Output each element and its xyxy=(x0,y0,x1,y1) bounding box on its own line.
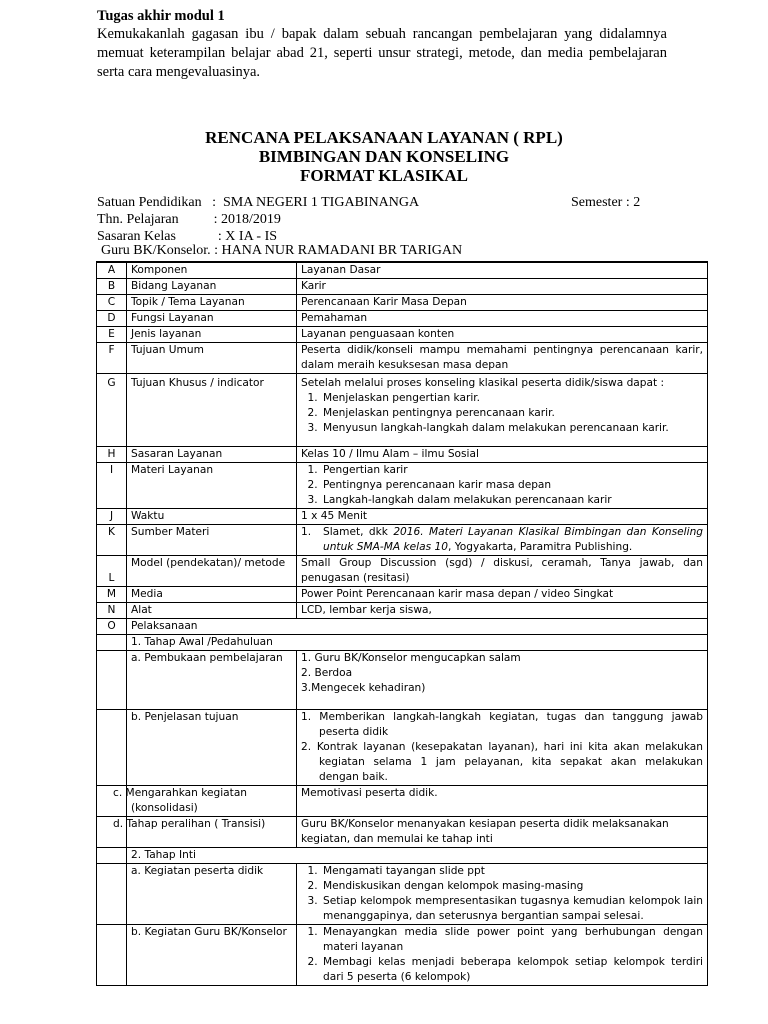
row-value: LCD, lembar kerja siswa, xyxy=(297,603,708,619)
row-letter: N xyxy=(97,603,127,619)
table-row xyxy=(97,619,708,635)
row-letter: K xyxy=(97,525,127,556)
student-activity-list xyxy=(301,864,703,924)
source-author: Slamet, dkk xyxy=(323,526,394,538)
row-letter: A xyxy=(97,262,127,279)
list-item: 2. Pentingnya perencanaan karir masa depan xyxy=(321,478,703,493)
table-row xyxy=(97,864,708,925)
stage-step-label: a. Kegiatan peserta didik xyxy=(127,864,297,925)
row-label: Waktu xyxy=(127,509,297,525)
table-row xyxy=(97,556,708,587)
row-label: Sumber Materi xyxy=(127,525,297,556)
row-value: Pemahaman xyxy=(297,311,708,327)
list-item: 2. Membagi kelas menjadi beberapa kelompok setiap kelompok terdiri dari 5 peserta (6 kelompok) xyxy=(321,955,703,985)
row-letter: L xyxy=(97,556,127,587)
row-value: Kelas 10 / Ilmu Alam – ilmu Sosial xyxy=(297,447,708,463)
row-label: Bidang Layanan xyxy=(127,279,297,295)
row-letter: B xyxy=(97,279,127,295)
row-letter: J xyxy=(97,509,127,525)
row-value: Small Group Discussion (sgd) / diskusi, ceramah, Tanya jawab, dan penugasan (resitasi) xyxy=(297,556,708,587)
table-row xyxy=(97,343,708,374)
row-letter: D xyxy=(97,311,127,327)
source-publisher: , Yogyakarta, Paramitra Publishing. xyxy=(447,541,633,553)
row-value: Karir xyxy=(297,279,708,295)
list-item: 2. Menjelaskan pentingnya perencanaan karir. xyxy=(321,406,703,421)
list-item: 3. Menyusun langkah-langkah dalam melakukan perencanaan karir. xyxy=(321,421,703,436)
list-item: 2. Kontrak layanan (kesepakatan layanan), hari ini kita akan melakukan kegiatan selama 1 jam pelayanan, kita sepakat akan melakukan dengan baik. xyxy=(301,741,703,783)
list-item: 1. Pengertian karir xyxy=(321,463,703,478)
rpl-table xyxy=(96,261,708,986)
table-row xyxy=(97,447,708,463)
row-label: Jenis layanan xyxy=(127,327,297,343)
row-value: Power Point Perencanaan karir masa depan / video Singkat xyxy=(297,587,708,603)
table-row xyxy=(97,295,708,311)
table-row xyxy=(97,786,708,817)
row-letter: H xyxy=(97,447,127,463)
row-letter: E xyxy=(97,327,127,343)
row-letter: G xyxy=(97,374,127,447)
row-label: Topik / Tema Layanan xyxy=(127,295,297,311)
stage-step-content xyxy=(297,710,708,786)
table-row xyxy=(97,635,708,651)
rpl-format: FORMAT KLASIKAL xyxy=(300,166,468,185)
row-value-list xyxy=(297,463,708,509)
row-label: Media xyxy=(127,587,297,603)
table-row xyxy=(97,710,708,786)
rpl-title: RENCANA PELAKSANAAN LAYANAN ( RPL) xyxy=(205,128,563,147)
stage-step-label: c. Mengarahkan kegiatan (konsolidasi) xyxy=(127,786,297,817)
source-book: 2016. Materi Layanan Klasikal Bimbingan dan Konseling untuk SMA-MA kelas 10 xyxy=(323,526,704,553)
list-item: 1. Menjelaskan pengertian karir. xyxy=(321,391,703,406)
row-letter: M xyxy=(97,587,127,603)
row-label: Pelaksanaan xyxy=(127,619,708,635)
row-letter: I xyxy=(97,463,127,509)
source-number: 1. xyxy=(301,526,312,538)
stage-title: 2. Tahap Inti xyxy=(127,848,708,864)
row-label: Model (pendekatan)/ metode xyxy=(127,556,297,587)
list-item: 1. Memberikan langkah-langkah kegiatan, tugas dan tanggung jawab peserta didik xyxy=(301,711,703,738)
table-row xyxy=(97,262,708,279)
stage-step-label: b. Kegiatan Guru BK/Konselor xyxy=(127,925,297,986)
table-row xyxy=(97,463,708,509)
row-label: Tujuan Umum xyxy=(127,343,297,374)
row-label: Materi Layanan xyxy=(127,463,297,509)
stage-step-content: Guru BK/Konselor menanyakan kesiapan peserta didik melaksanakan kegiatan, dan memulai ke tahap inti xyxy=(297,817,708,848)
table-row xyxy=(97,525,708,556)
info-semester: Semester : 2 xyxy=(571,195,641,210)
stage-step-label: d. Tahap peralihan ( Transisi) xyxy=(127,817,297,848)
objective-list xyxy=(301,391,703,436)
table-row xyxy=(97,587,708,603)
row-letter: F xyxy=(97,343,127,374)
table-row xyxy=(97,848,708,864)
row-value: Perencanaan Karir Masa Depan xyxy=(297,295,708,311)
list-item: 2. Mendiskusikan dengan kelompok masing-masing xyxy=(321,879,703,894)
info-satuan: Satuan Pendidikan : SMA NEGERI 1 TIGABINANGA xyxy=(97,195,420,210)
row-value: Peserta didik/konseli mampu memahami pentingnya perencanaan karir, dalam meraih kesuksesan masa depan xyxy=(297,343,708,374)
list-item: 1. Menayangkan media slide power point yang berhubungan dengan materi layanan xyxy=(321,925,703,955)
stage-step-content: Memotivasi peserta didik. xyxy=(297,786,708,817)
row-label: Alat xyxy=(127,603,297,619)
table-row xyxy=(97,279,708,295)
stage-step-content xyxy=(297,651,708,710)
task-description: Kemukakanlah gagasan ibu / bapak dalam sebuah rancangan pembelajaran yang didalamnya memuat keterampilan belajar abad 21, seperti unsur strategi, metode, dan media pembelajaran serta cara mengevaluasinya. xyxy=(97,26,667,80)
row-value: Layanan Dasar xyxy=(297,262,708,279)
table-row xyxy=(97,327,708,343)
list-item: 1. Guru BK/Konselor mengucapkan salam xyxy=(301,652,521,664)
table-row xyxy=(97,603,708,619)
info-tahun: Thn. Pelajaran : 2018/2019 xyxy=(97,212,281,227)
row-label: Sasaran Layanan xyxy=(127,447,297,463)
info-sasaran: Sasaran Kelas : X IA - IS xyxy=(97,229,278,244)
table-row xyxy=(97,374,708,447)
objective-intro: Setelah melalui proses konseling klasikal peserta didik/siswa dapat : xyxy=(301,377,665,389)
row-label: Fungsi Layanan xyxy=(127,311,297,327)
row-value-source xyxy=(297,525,708,556)
table-row xyxy=(97,925,708,986)
row-label: Komponen xyxy=(127,262,297,279)
table-row xyxy=(97,311,708,327)
list-item: 3. Setiap kelompok mempresentasikan tugasnya kemudian kelompok lain menanggapinya, dan seterusnya bergantian sampai selesai. xyxy=(321,894,703,924)
stage-step-content xyxy=(297,864,708,925)
row-letter: O xyxy=(97,619,127,635)
list-item: 3. Langkah-langkah dalam melakukan perencanaan karir xyxy=(321,493,703,508)
list-item: 1. Mengamati tayangan slide ppt xyxy=(321,864,703,879)
stage-step-content xyxy=(297,925,708,986)
row-value: 1 x 45 Menit xyxy=(297,509,708,525)
row-value-list xyxy=(297,374,708,447)
row-letter: C xyxy=(97,295,127,311)
materi-list xyxy=(301,463,703,508)
list-item: 2. Berdoa xyxy=(301,667,353,679)
row-label: Tujuan Khusus / indicator xyxy=(127,374,297,447)
table-row xyxy=(97,509,708,525)
table-row xyxy=(97,817,708,848)
info-guru: Guru BK/Konselor. : HANA NUR RAMADANI BR TARIGAN xyxy=(101,243,463,258)
stage-step-label: b. Penjelasan tujuan xyxy=(127,710,297,786)
task-title: Tugas akhir modul 1 xyxy=(97,8,225,24)
rpl-subtitle: BIMBINGAN DAN KONSELING xyxy=(258,147,510,166)
stage-step-label: a. Pembukaan pembelajaran xyxy=(127,651,297,710)
table-row xyxy=(97,651,708,710)
stage-title: 1. Tahap Awal /Pedahuluan xyxy=(127,635,708,651)
row-value: Layanan penguasaan konten xyxy=(297,327,708,343)
teacher-activity-list xyxy=(301,925,703,985)
list-item: 3.Mengecek kehadiran) xyxy=(301,682,426,694)
